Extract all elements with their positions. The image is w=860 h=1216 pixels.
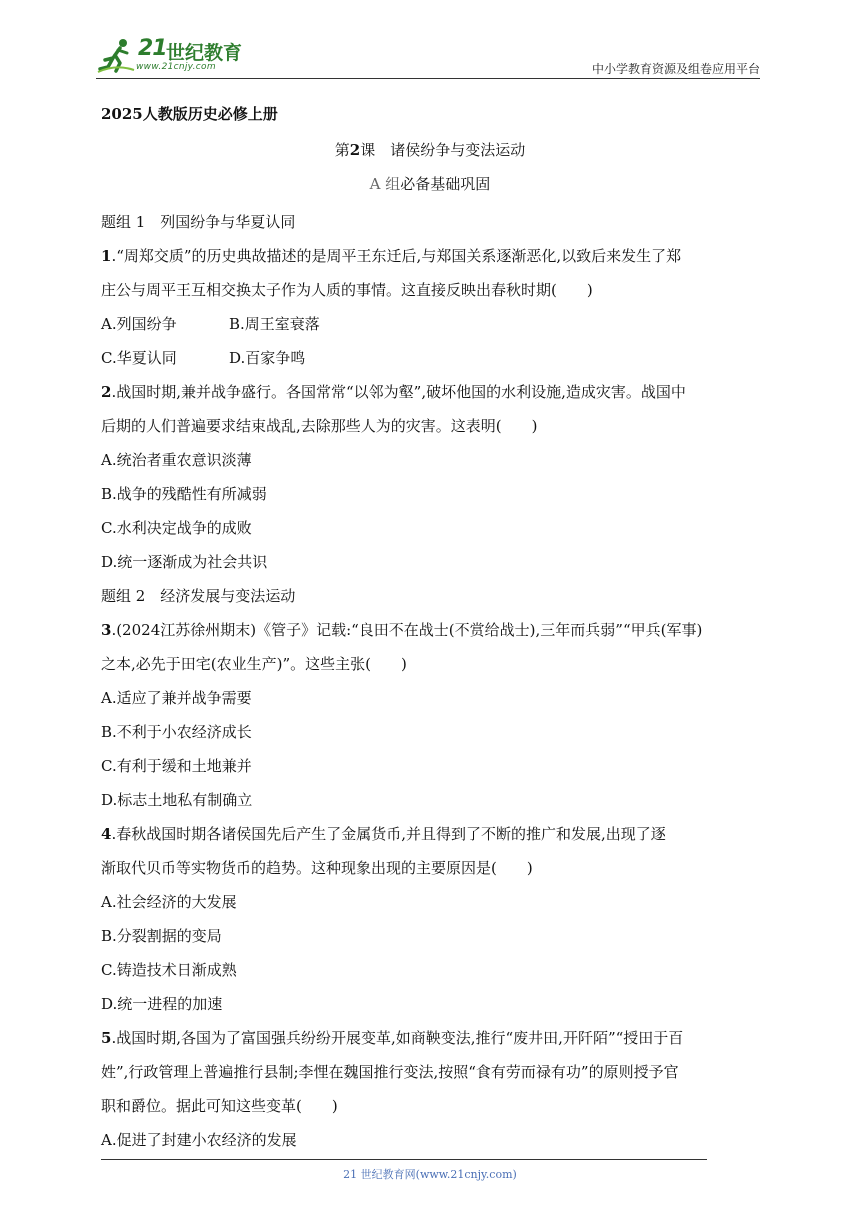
header-divider [96,78,760,79]
lesson-suffix: 课 诸侯纷争与变法运动 [360,141,526,159]
option-row [101,307,763,341]
question-number: 3 [101,621,112,639]
question-line: 姓”,行政管理上普遍推行县制;李悝在魏国推行变法,按照“食有劳而禄有功”的原则授予官 [101,1063,679,1081]
footer-text: 21 世纪教育网(www.21cnjy.com) [343,1168,517,1181]
option[interactable]: D.百家争鸣 [229,349,306,367]
option[interactable]: A.社会经济的大发展 [101,893,237,911]
question-number: 2 [101,383,112,401]
question-line: 4.春秋战国时期各诸侯国先后产生了金属货币,并且得到了不断的推广和发展,出现了逐 [101,825,666,843]
book-title: 2025人教版历史必修上册 [101,105,278,123]
group-letter: A [369,175,381,193]
footer-divider [101,1159,707,1160]
group-word: 组 [380,175,401,193]
question-item [101,817,763,1021]
question-line: 渐取代贝币等实物货币的趋势。这种现象出现的主要原因是( ) [101,859,533,877]
lesson-title [0,139,860,160]
option[interactable]: D.统一逐渐成为社会共识 [101,553,268,571]
lesson-number: 2 [349,141,361,159]
question-line: 5.战国时期,各国为了富国强兵纷纷开展变革,如商鞅变法,推行“废井田,开阡陌”“授田于百 [101,1029,684,1047]
option[interactable]: D.标志土地私有制确立 [101,791,253,809]
platform-title: 中小学教育资源及组卷应用平台 [591,62,760,76]
section-title: 题组 2 经济发展与变法运动 [101,587,296,605]
question-line: 庄公与周平王互相交换太子作为人质的事情。这直接反映出春秋时期( ) [101,281,593,299]
lesson-prefix: 第 [334,141,350,159]
logo-url: www.21cnjy.com [136,62,216,72]
option[interactable]: B.战争的残酷性有所减弱 [101,485,267,503]
option[interactable]: B.分裂割据的变局 [101,927,222,945]
question-line: 2.战国时期,兼并战争盛行。各国常常“以邻为壑”,破坏他国的水利设施,造成灾害。战国中 [101,383,686,401]
option[interactable]: A.统治者重农意识淡薄 [101,451,252,469]
question-number: 1 [101,247,112,265]
option[interactable]: D.统一进程的加速 [101,995,223,1013]
option[interactable]: C.华夏认同 [101,349,177,367]
question-content [101,205,763,1157]
option[interactable]: A.列国纷争 [101,315,177,333]
question-line: 1.“周郑交质”的历史典故描述的是周平王东迁后,与郑国关系逐渐恶化,以致后来发生了郑 [101,247,682,265]
question-line: 3.(2024江苏徐州期末)《管子》记载:“良田不在战士(不赏给战士),三年而兵弱”“甲兵(军事) [101,621,703,639]
option-row [101,341,763,375]
question-line: 后期的人们普遍要求结束战乱,去除那些人为的灾害。这表明( ) [101,417,538,435]
logo-number: 21 [138,36,167,61]
question-item [101,613,763,817]
option[interactable]: B.周王室衰落 [229,315,320,333]
group-title: 必备基础巩固 [400,175,491,193]
logo-text: 世纪教育 [166,42,243,64]
question-item [101,239,763,375]
option[interactable]: A.适应了兼并战争需要 [101,689,252,707]
option[interactable]: A.促进了封建小农经济的发展 [101,1131,297,1149]
section-title: 题组 1 列国纷争与华夏认同 [101,213,296,231]
option[interactable]: C.铸造技术日渐成熟 [101,961,237,979]
option[interactable]: B.不利于小农经济成长 [101,723,252,741]
logo [96,34,276,78]
question-item [101,375,763,579]
runner-logo-icon [96,36,136,74]
question-number: 4 [101,825,112,843]
option[interactable]: C.水利决定战争的成败 [101,519,252,537]
question-line: 之本,必先于田宅(农业生产)”。这些主张( ) [101,655,407,673]
question-number: 5 [101,1029,112,1047]
question-line: 职和爵位。据此可知这些变革( ) [101,1097,338,1115]
option[interactable]: C.有利于缓和土地兼并 [101,757,252,775]
group-heading [0,173,860,194]
question-item [101,1021,763,1157]
page-header [96,34,760,80]
